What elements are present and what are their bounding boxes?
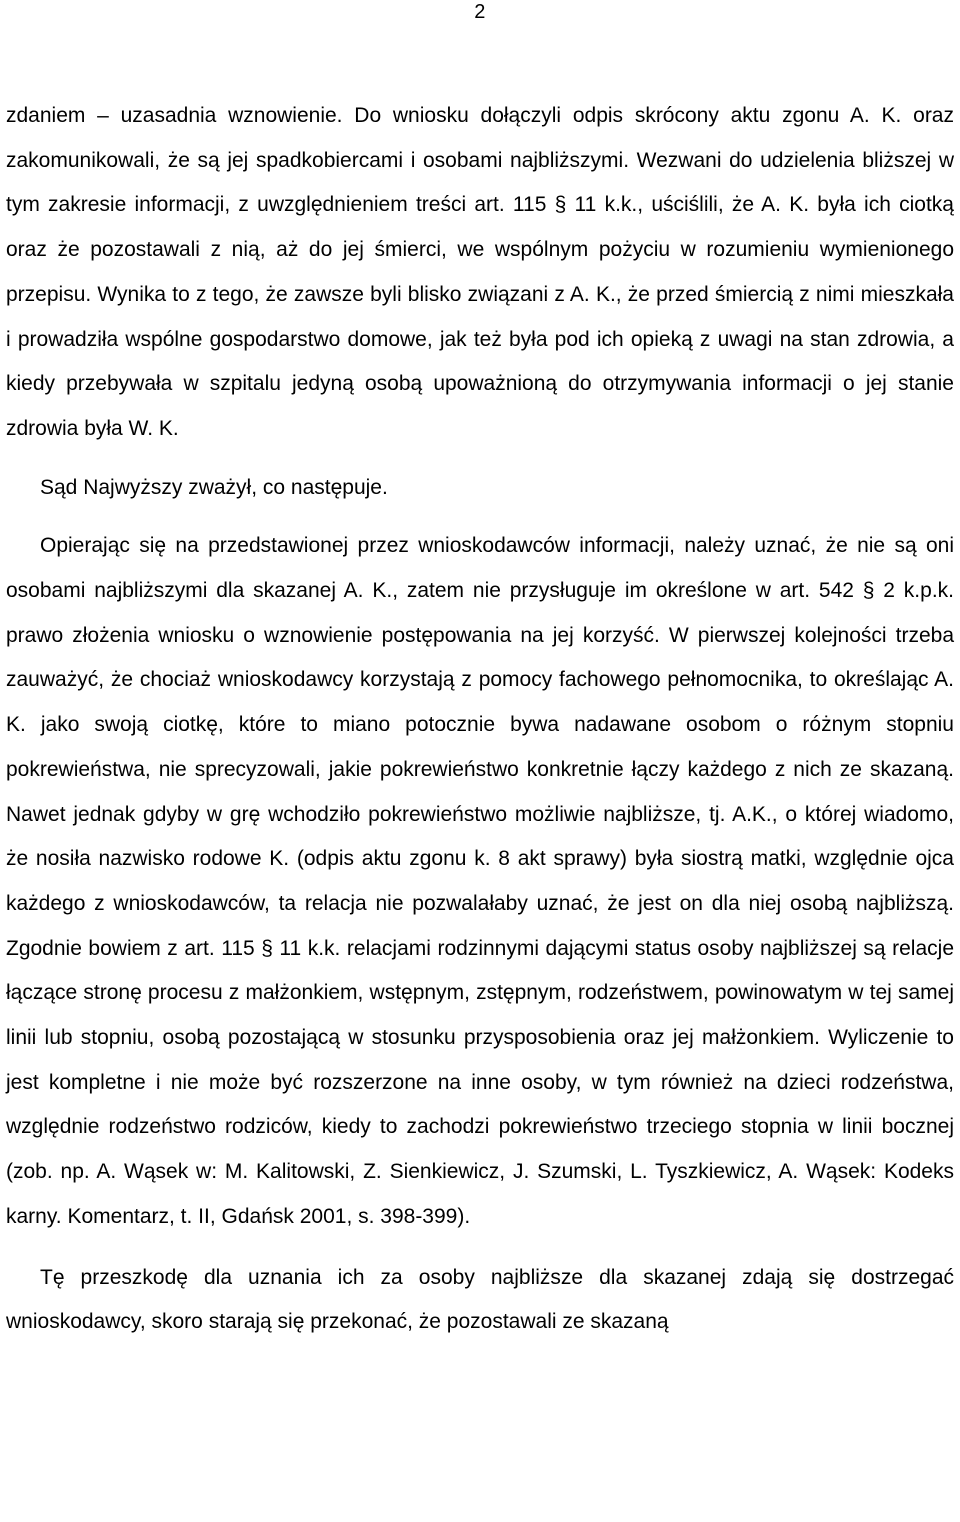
paragraph-3: Tę przeszkodę dla uznania ich za osoby najbliższe dla skazanej zdają się dostrzegać wnioskodawcy, skoro starają się przekonać, że pozostawali ze skazaną xyxy=(6,1265,954,1334)
paragraph-2: Opierając się na przedstawionej przez wnioskodawców informacji, należy uznać, że nie są oni osobami najbliższymi dla skazanej A. K., zatem nie przysługuje im określone w art. 542 § 2 k.p.k. prawo złożenia wniosku o wznowienie postępowania na jej korzyść. W pierwszej kolejności trzeba zauważyć, że chociaż wnioskodawcy korzystają z pomocy fachowego pełnomocnika, to określając A. K. jako swoją ciotkę, które to miano potocznie bywa nadawane osobom o różnym stopniu pokrewieństwa, nie sprecyzowali, jakie pokrewieństwo konkretnie łączy każdego z nich ze skazaną. Nawet jednak gdyby w grę wchodziło pokrewieństwo możliwie najbliższe, tj. A.K., o której wiadomo, że nosiła nazwisko rodowe K. (odpis aktu zgonu k. 8 akt sprawy) była siostrą matki, względnie ojca każdego z wnioskodawców, ta relacja nie pozwalałaby uznać, że jest on dla niej osobą najbliższą. Zgodnie bowiem z art. 115 § 11 k.k. relacjami rodzinnymi dającymi status osoby najbliższej są relacje łączące stronę procesu z małżonkiem, wstępnym, zstępnym, rodzeństwem, powinowatym w tej samej linii lub stopniu, osobą pozostającą w stosunku przysposobienia oraz jej małżonkiem. Wyliczenie to jest kompletne i nie może być rozszerzone na inne osoby, w tym również na dzieci rodzeństwa, względnie rodzeństwo rodziców, kiedy to zachodzi pokrewieństwo trzeciego stopnia w linii bocznej (zob. np. A. Wąsek w: M. Kalitowski, Z. Sienkiewicz, J. Szumski, L. Tyszkiewicz, A. Wąsek: Kodeks karny. Komentarz, t. II, Gdańsk 2001, s. 398-399). xyxy=(6,534,954,1228)
page-number: 2 xyxy=(474,1,486,23)
paragraph-1: zdaniem – uzasadnia wznowienie. Do wniosku dołączyli odpis skrócony aktu zgonu A. K. oraz zakomunikowali, że są jej spadkobiercami i osobami najbliższymi. Wezwani do udzielenia bliższej w tym zakresie informacji, z uwzględnieniem treści art. 115 § 11 k.k., uściślili, że A. K. była ich ciotką oraz że pozostawali z nią, aż do jej śmierci, we wspólnym pożyciu w rozumieniu wymienionego przepisu. Wynika to z tego, że zawsze byli blisko związani z A. K., że przed śmiercią z nimi mieszkała i prowadziła wspólne gospodarstwo domowe, jak też była pod ich opieką z uwagi na stan zdrowia, a kiedy przebywała w szpitalu jedyną osobą upoważnioną do otrzymywania informacji o jej stanie zdrowia była W. K. xyxy=(6,104,954,440)
section-heading: Sąd Najwyższy zważył, co następuje. xyxy=(40,475,388,499)
document-body xyxy=(6,94,954,1345)
